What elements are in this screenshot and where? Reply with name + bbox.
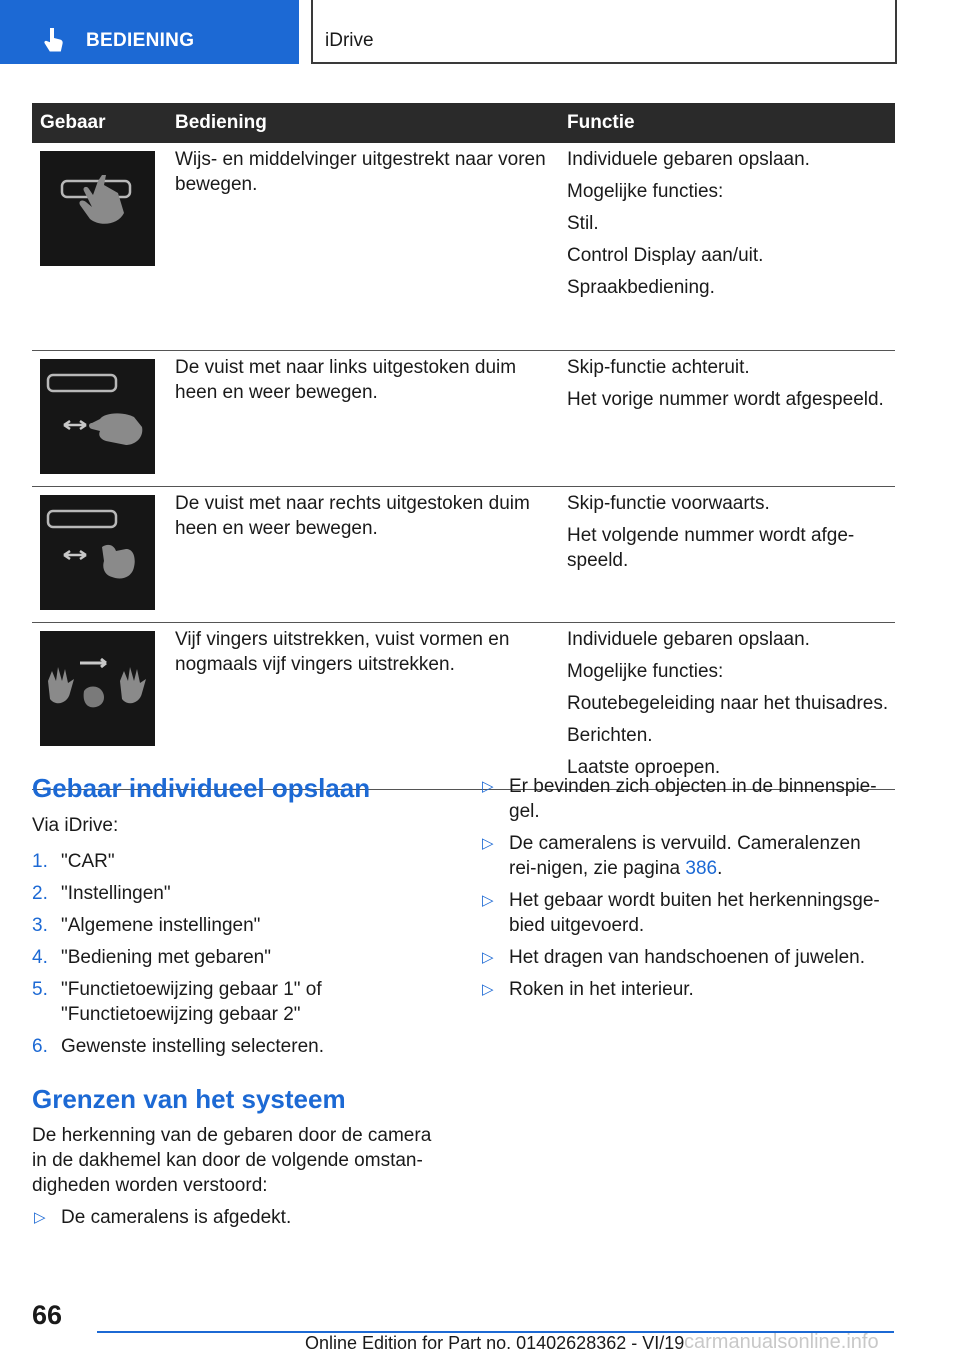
two-finger-push-gesture-image bbox=[40, 151, 155, 266]
bediening-text: De vuist met naar links uitgestoken duim heen en weer bewegen. bbox=[165, 350, 561, 486]
gesture-image-cell bbox=[32, 143, 165, 350]
bullet-text: Het dragen van handschoenen of juwelen. bbox=[509, 947, 865, 968]
functie-line: Mogelijke functies: bbox=[567, 181, 724, 202]
step-text: "Functietoewijzing gebaar 1" of "Functietoewijzing gebaar 2" bbox=[61, 979, 322, 1025]
page-link[interactable]: 386 bbox=[685, 858, 718, 879]
functie-line: Individuele gebaren opslaan. bbox=[567, 628, 810, 650]
triangle-bullet-icon: ▷ bbox=[482, 892, 494, 909]
bullet-text: Er bevinden zich objecten in de binnenspie-gel. bbox=[509, 776, 877, 822]
functie-cell bbox=[561, 350, 895, 486]
list-item bbox=[480, 831, 892, 881]
gesture-table bbox=[32, 103, 895, 790]
hand-pointer-icon bbox=[40, 26, 68, 54]
functie-line: Stil. bbox=[567, 213, 599, 234]
bullet-text: De cameralens is afgedekt. bbox=[61, 1207, 292, 1228]
triangle-bullet-icon: ▷ bbox=[482, 835, 494, 852]
section-tab[interactable] bbox=[0, 0, 299, 64]
functie-cell bbox=[561, 486, 895, 622]
functie-line: Routebegeleiding naar het thuisadres. bbox=[567, 692, 889, 714]
step-number: 2. bbox=[32, 883, 48, 904]
gesture-image-cell bbox=[32, 486, 165, 622]
page-number: 66 bbox=[32, 1300, 63, 1330]
list-item bbox=[480, 977, 892, 1002]
limits-list-right bbox=[480, 774, 892, 1009]
table-row bbox=[32, 622, 895, 789]
step-number: 3. bbox=[32, 915, 48, 936]
triangle-bullet-icon: ▷ bbox=[482, 949, 494, 966]
bediening-text: De vuist met naar rechts uitgestoken duim heen en weer bewegen. bbox=[165, 486, 561, 622]
step-number: 6. bbox=[32, 1036, 48, 1057]
bullet-text: Roken in het interieur. bbox=[509, 979, 694, 1000]
functie-line: Het vorige nummer wordt afgespeeld. bbox=[567, 388, 884, 410]
functie-line: Spraakbediening. bbox=[567, 277, 715, 298]
bediening-text: Wijs- en middelvinger uitgestrekt naar voren bewegen. bbox=[165, 143, 561, 350]
functie-line: Berichten. bbox=[567, 724, 653, 746]
bediening-text: Vijf vingers uitstrekken, vuist vormen en nogmaals vijf vingers uitstrekken. bbox=[165, 622, 561, 789]
functie-line: Laatste oproepen. bbox=[567, 756, 721, 778]
functie-cell bbox=[561, 622, 895, 789]
bullet-text-end: . bbox=[717, 858, 723, 879]
functie-line: Skip-functie voorwaarts. bbox=[567, 492, 770, 514]
footer-edition: Online Edition for Part no. 01402628362 - VI/19 bbox=[305, 1333, 685, 1353]
section-label: BEDIENING bbox=[86, 30, 195, 51]
list-item bbox=[32, 913, 442, 938]
table-row bbox=[32, 486, 895, 622]
topic-header bbox=[311, 0, 897, 64]
functie-line: Control Display aan/uit. bbox=[567, 245, 764, 266]
step-text: "CAR" bbox=[61, 851, 115, 872]
five-fingers-fist-gesture-image bbox=[40, 631, 155, 746]
list-item bbox=[32, 1034, 442, 1059]
functie-line: Skip-functie achteruit. bbox=[567, 356, 750, 378]
list-item bbox=[480, 774, 892, 824]
list-item bbox=[480, 888, 892, 938]
list-item bbox=[32, 945, 442, 970]
gesture-image-cell bbox=[32, 350, 165, 486]
functie-line: Individuele gebaren opslaan. bbox=[567, 149, 810, 170]
list-item bbox=[32, 977, 361, 1027]
functie-cell bbox=[561, 143, 895, 350]
table-header-row bbox=[32, 103, 895, 143]
step-number: 1. bbox=[32, 851, 48, 872]
table-row bbox=[32, 350, 895, 486]
triangle-bullet-icon: ▷ bbox=[482, 778, 494, 795]
section-intro: Via iDrive: bbox=[32, 815, 119, 836]
triangle-bullet-icon: ▷ bbox=[34, 1209, 46, 1226]
functie-line: Het volgende nummer wordt afge-speeld. bbox=[567, 524, 855, 571]
fist-thumb-right-gesture-image bbox=[40, 495, 155, 610]
step-number: 5. bbox=[32, 979, 48, 1000]
step-text: "Bediening met gebaren" bbox=[61, 947, 271, 968]
step-number: 4. bbox=[32, 947, 48, 968]
header-gebaar: Gebaar bbox=[32, 103, 165, 143]
step-text: "Algemene instellingen" bbox=[61, 915, 261, 936]
header-functie: Functie bbox=[561, 103, 895, 143]
steps-list bbox=[32, 849, 442, 1066]
list-item bbox=[480, 945, 892, 970]
step-text: Gewenste instelling selecteren. bbox=[61, 1036, 324, 1057]
section-title: Grenzen van het systeem bbox=[32, 1084, 346, 1114]
functie-line: Mogelijke functies: bbox=[567, 660, 724, 682]
limits-list-left bbox=[32, 1205, 442, 1237]
list-item bbox=[32, 881, 442, 906]
gesture-image-cell bbox=[32, 622, 165, 789]
fist-thumb-left-gesture-image bbox=[40, 359, 155, 474]
list-item bbox=[32, 849, 442, 874]
topic-label: iDrive bbox=[325, 30, 374, 51]
bullet-text: Het gebaar wordt buiten het herkenningsge-bied uitgevoerd. bbox=[509, 890, 880, 936]
triangle-bullet-icon: ▷ bbox=[482, 981, 494, 998]
section-title: Gebaar individueel opslaan bbox=[32, 773, 371, 803]
bullet-text: De cameralens is vervuild. Cameralenzen rei-nigen, zie pagina bbox=[509, 833, 861, 879]
table-row bbox=[32, 143, 895, 350]
list-item bbox=[32, 1205, 442, 1230]
section-intro: De herkenning van de gebaren door de camera in de dakhemel kan door de volgende omstan-digheden worden verstoord: bbox=[32, 1125, 432, 1196]
watermark: carmanualsonline.info bbox=[684, 1331, 879, 1353]
header-bediening: Bediening bbox=[165, 103, 561, 143]
step-text: "Instellingen" bbox=[61, 883, 171, 904]
